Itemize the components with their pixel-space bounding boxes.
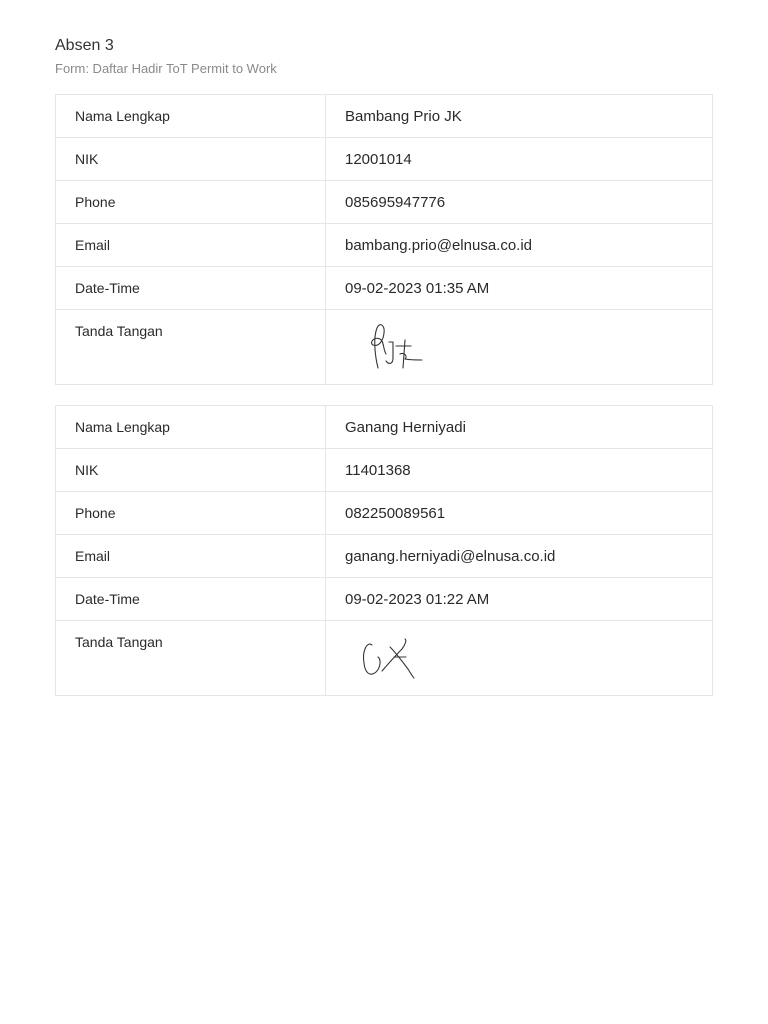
field-label: NIK	[56, 138, 326, 180]
field-label: NIK	[56, 449, 326, 491]
records-list	[55, 94, 713, 696]
field-value: 11401368	[345, 462, 411, 479]
attendance-record	[55, 94, 713, 385]
field-label: Phone	[56, 492, 326, 534]
field-row-email	[56, 224, 712, 267]
field-row-phone	[56, 492, 712, 535]
field-row-email	[56, 535, 712, 578]
field-label: Date-Time	[56, 578, 326, 620]
field-row-tanda-tangan	[56, 310, 712, 384]
form-subtitle: Form: Daftar Hadir ToT Permit to Work	[55, 61, 277, 76]
field-row-nama-lengkap	[56, 95, 712, 138]
field-label: Tanda Tangan	[56, 621, 326, 695]
field-value: Bambang Prio JK	[345, 108, 462, 125]
field-row-date-time	[56, 578, 712, 621]
field-row-nik	[56, 449, 712, 492]
field-row-phone	[56, 181, 712, 224]
field-label: Date-Time	[56, 267, 326, 309]
field-value: 09-02-2023 01:35 AM	[345, 280, 490, 297]
field-row-nama-lengkap	[56, 406, 712, 449]
field-value: bambang.prio@elnusa.co.id	[345, 237, 533, 254]
field-value: Ganang Herniyadi	[345, 419, 466, 436]
field-value: 082250089561	[345, 505, 446, 522]
field-row-nik	[56, 138, 712, 181]
document-page	[55, 36, 713, 716]
field-value: 12001014	[345, 151, 412, 168]
field-label: Nama Lengkap	[56, 406, 326, 448]
field-value: 085695947776	[345, 194, 446, 211]
attendance-record	[55, 405, 713, 696]
signature-image	[356, 316, 436, 374]
signature-cell	[326, 310, 712, 384]
signature-image	[356, 627, 436, 685]
field-label: Email	[56, 535, 326, 577]
field-label: Email	[56, 224, 326, 266]
field-value: ganang.herniyadi@elnusa.co.id	[345, 548, 556, 565]
signature-cell	[326, 621, 712, 695]
field-label: Nama Lengkap	[56, 95, 326, 137]
field-value: 09-02-2023 01:22 AM	[345, 591, 490, 608]
field-row-date-time	[56, 267, 712, 310]
field-label: Tanda Tangan	[56, 310, 326, 384]
field-row-tanda-tangan	[56, 621, 712, 695]
page-title: Absen 3	[55, 37, 114, 54]
field-label: Phone	[56, 181, 326, 223]
